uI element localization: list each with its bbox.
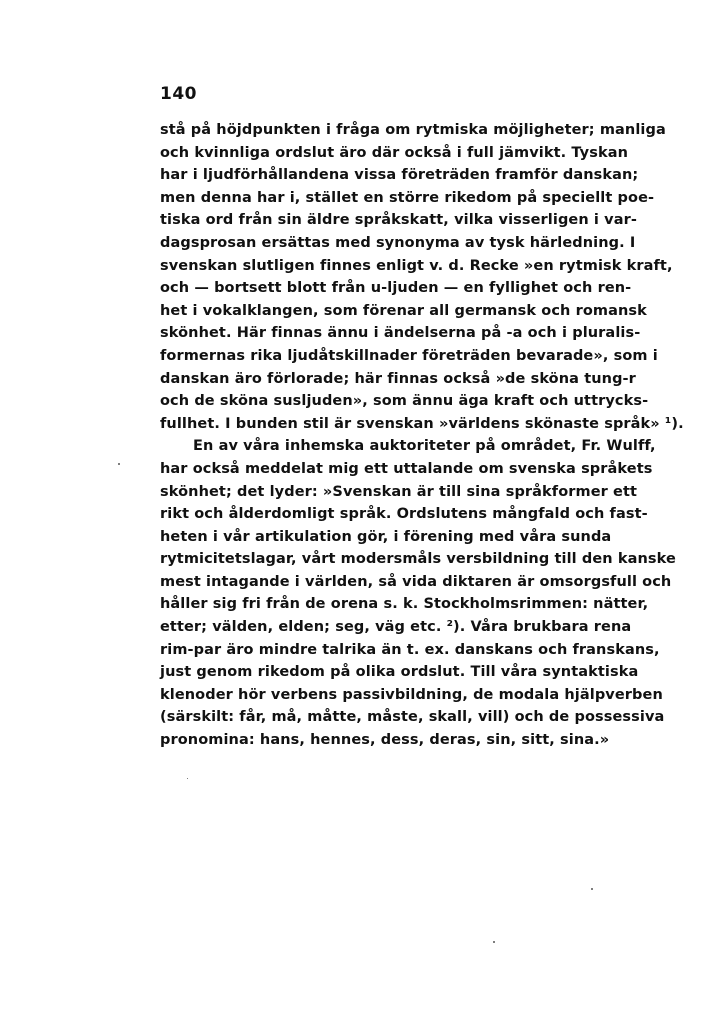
- text-line: just genom rikedom på olika ordslut. Till våra syntaktiska: [160, 664, 639, 681]
- scan-speck: [493, 941, 495, 943]
- text-line: dagsprosan ersättas med synonyma av tysk härledning. I: [160, 234, 636, 251]
- scan-speck: [591, 888, 593, 890]
- text-line: men denna har i, stället en större rikedom på speciellt poe-: [160, 189, 655, 206]
- text-line: har i ljudförhållandena vissa företräden framför danskan;: [160, 167, 639, 184]
- text-line: och kvinnliga ordslut äro där också i full jämvikt. Tyskan: [160, 144, 629, 161]
- text-line: stå på höjdpunkten i fråga om rytmiska möjligheter; manliga: [160, 122, 666, 138]
- paragraph-start-line: En av våra inhemska auktoriteter på området, Fr. Wulff,: [193, 438, 656, 455]
- text-line: (särskilt: får, må, måtte, måste, skall, vill) och de possessiva: [160, 709, 665, 726]
- paragraph-end-line: pronomina: hans, hennes, dess, deras, sin, sitt, sina.»: [160, 732, 610, 749]
- text-line: mest intagande i världen, så vida diktaren är omsorgsfull och: [160, 573, 672, 590]
- text-line: heten i vår artikulation gör, i förening med våra sunda: [160, 528, 612, 545]
- text-line: har också meddelat mig ett uttalande om svenska språkets: [160, 460, 653, 477]
- page-number: 140: [160, 84, 197, 104]
- text-line: skönhet. Här finnas ännu i ändelserna på -a och i pluralis-: [160, 325, 641, 342]
- text-line: etter; välden, elden; seg, väg etc. ²). Våra brukbara rena: [160, 619, 632, 636]
- text-line: rim-par äro mindre talrika än t. ex. danskans och franskans,: [160, 641, 660, 658]
- text-line: danskan äro förlorade; här finnas också »de sköna tung-r: [160, 370, 636, 387]
- text-line: formernas rika ljudåtskillnader företräden bevarade», som i: [160, 347, 658, 364]
- text-line: rikt och ålderdomligt språk. Ordslutens mångfald och fast-: [160, 506, 648, 523]
- text-line: håller sig fri från de orena s. k. Stockholmsrimmen: nätter,: [160, 596, 649, 613]
- text-line: svenskan slutligen finnes enligt v. d. Recke »en rytmisk kraft,: [160, 257, 673, 274]
- paragraph-end-line: fullhet. I bunden stil är svenskan »världens skönaste språk» ¹).: [160, 415, 684, 432]
- scan-speck: [118, 463, 120, 465]
- text-line: och de sköna susljuden», som ännu äga kraft och uttrycks-: [160, 393, 649, 410]
- text-line: rytmicitetslagar, vårt modersmåls versbildning till den kanske: [160, 551, 676, 568]
- body-text: [160, 119, 684, 752]
- text-line: het i vokalklangen, som förenar all germansk och romansk: [160, 302, 647, 319]
- text-line: skönhet; det lyder: »Svenskan är till sina språkformer ett: [160, 483, 638, 500]
- text-line: och — bortsett blott från u-ljuden — en fyllighet och ren-: [160, 280, 632, 297]
- text-line: klenoder hör verbens passivbildning, de modala hjälpverben: [160, 686, 663, 703]
- scan-speck: [187, 778, 188, 779]
- text-line: tiska ord från sin äldre språkskatt, vilka visserligen i var-: [160, 212, 637, 229]
